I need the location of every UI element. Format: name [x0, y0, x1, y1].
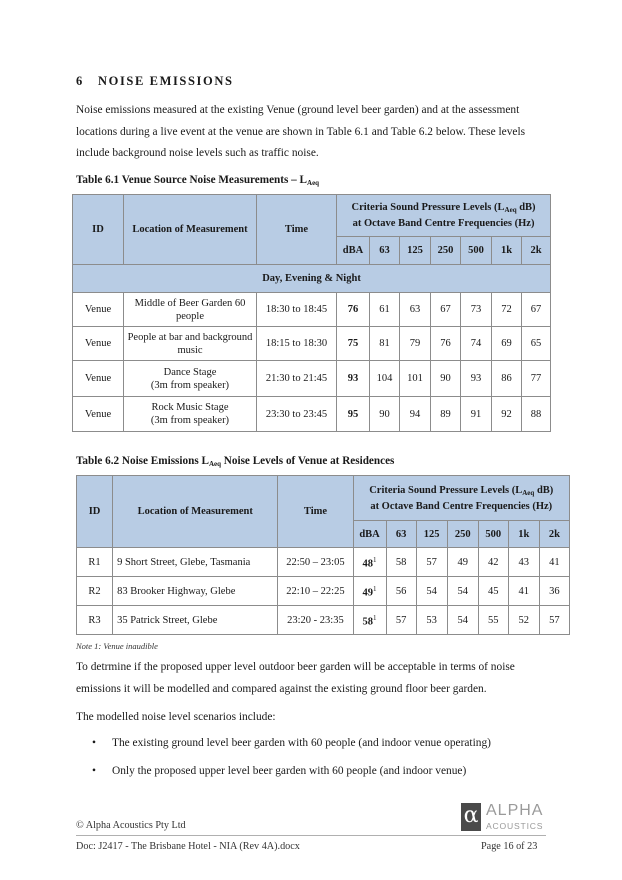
cell-value: 93 [461, 361, 492, 397]
cell-value: 54 [447, 577, 478, 606]
table-row [73, 327, 551, 361]
cell-location: People at bar and background music [124, 327, 257, 361]
footer-copyright: © Alpha Acoustics Pty Ltd [76, 820, 186, 831]
table1-caption-text: Table 6.1 Venue Source Noise Measurements – L [76, 174, 308, 186]
cell-value: 90 [370, 397, 400, 432]
table-row [73, 361, 551, 397]
table2-header-id: ID [77, 476, 113, 548]
intro-paragraph [76, 100, 556, 165]
cell-dba: 95 [337, 397, 370, 432]
criteria-sub: Aeq [522, 488, 535, 497]
table1-header-location: Location of Measurement [124, 195, 257, 265]
cell-location [124, 397, 257, 432]
table2-header-time: Time [278, 476, 353, 548]
cell-value: 36 [539, 577, 569, 606]
table2-caption [76, 455, 394, 468]
table-row [77, 577, 570, 606]
location-line: Dance Stage [163, 366, 217, 378]
dba-value: 58 [362, 616, 374, 628]
table2-caption-sub: Aeq [208, 460, 221, 468]
bullet-text: Only the proposed upper level beer garden with 60 people (and indoor venue) [112, 765, 467, 777]
table2-caption-text: Table 6.2 Noise Emissions L [76, 455, 209, 467]
bullet-icon: • [92, 737, 96, 749]
cell-value: 58 [386, 548, 416, 577]
table2-header-location: Location of Measurement [113, 476, 278, 548]
band-header: 250 [447, 521, 478, 548]
criteria-text: dB) [534, 484, 554, 496]
cell-value: 57 [539, 606, 569, 635]
cell-id: R1 [77, 548, 113, 577]
table2-note: Note 1: Venue inaudible [76, 641, 158, 651]
band-header: dBA [353, 521, 386, 548]
cell-value: 41 [539, 548, 569, 577]
cell-value: 74 [461, 327, 492, 361]
scenarios-intro: The modelled noise level scenarios include: [76, 711, 276, 723]
cell-value: 67 [431, 293, 461, 327]
cell-time: 18:15 to 18:30 [257, 327, 337, 361]
cell-value: 104 [370, 361, 400, 397]
cell-value: 67 [522, 293, 551, 327]
cell-value: 45 [478, 577, 508, 606]
cell-id: R3 [77, 606, 113, 635]
cell-value: 79 [400, 327, 431, 361]
list-item [92, 765, 466, 777]
cell-value: 101 [400, 361, 431, 397]
table1-header-criteria [337, 195, 551, 237]
cell-value: 43 [508, 548, 539, 577]
cell-time: 23:30 to 23:45 [257, 397, 337, 432]
section-number: 6 [76, 74, 84, 88]
criteria-text: Criteria Sound Pressure Levels (L [369, 484, 523, 496]
cell-id: Venue [73, 293, 124, 327]
section-heading [76, 74, 234, 89]
cell-time: 22:10 – 22:25 [278, 577, 353, 606]
intro-line: Noise emissions measured at the existing Venue (ground level beer garden) and at the assessment [76, 104, 520, 116]
cell-dba [353, 548, 386, 577]
band-header: 500 [478, 521, 508, 548]
cell-value: 86 [492, 361, 522, 397]
cell-value: 90 [431, 361, 461, 397]
cell-time: 21:30 to 21:45 [257, 361, 337, 397]
location-line: Rock Music Stage [151, 402, 229, 413]
cell-value: 52 [508, 606, 539, 635]
cell-time: 18:30 to 18:45 [257, 293, 337, 327]
bullet-icon: • [92, 765, 96, 777]
cell-location [124, 361, 257, 397]
table1-caption-sub: Aeq [307, 179, 320, 187]
cell-value: 76 [431, 327, 461, 361]
band-header: 63 [370, 237, 400, 265]
intro-line: include background noise levels such as traffic noise. [76, 147, 319, 159]
table-row [73, 293, 551, 327]
footer-divider [76, 835, 546, 836]
cell-value: 41 [508, 577, 539, 606]
cell-value: 57 [416, 548, 447, 577]
footer-page-number: Page 16 of 23 [481, 841, 538, 852]
cell-value: 94 [400, 397, 431, 432]
cell-value: 91 [461, 397, 492, 432]
cell-time: 22:50 – 23:05 [278, 548, 353, 577]
band-header: 2k [522, 237, 551, 265]
dba-value: 48 [362, 558, 374, 570]
table-row [77, 548, 570, 577]
table2-caption-text: Noise Levels of Venue at Residences [221, 455, 395, 467]
table1-caption [76, 174, 319, 187]
band-header: 63 [386, 521, 416, 548]
table1-header-time: Time [257, 195, 337, 265]
cell-value: 63 [400, 293, 431, 327]
cell-value: 69 [492, 327, 522, 361]
cell-dba: 76 [337, 293, 370, 327]
cell-value: 53 [416, 606, 447, 635]
cell-value: 54 [447, 606, 478, 635]
band-header: dBA [337, 237, 370, 265]
cell-dba: 93 [337, 361, 370, 397]
cell-value: 65 [522, 327, 551, 361]
band-header: 1k [492, 237, 522, 265]
cell-value: 88 [522, 397, 551, 432]
location-line: (3m from speaker) [150, 415, 230, 426]
band-header: 1k [508, 521, 539, 548]
cell-value: 56 [386, 577, 416, 606]
criteria-line2: at Octave Band Centre Frequencies (Hz) [352, 218, 535, 229]
cell-id: Venue [73, 361, 124, 397]
table1-group-row: Day, Evening & Night [73, 265, 551, 293]
band-header: 250 [431, 237, 461, 265]
dba-value: 49 [362, 587, 374, 599]
cell-value: 73 [461, 293, 492, 327]
list-item [92, 737, 491, 749]
logo-text-alpha: ALPHA [486, 802, 544, 819]
band-header: 125 [400, 237, 431, 265]
intro-line: locations during a live event at the venue are shown in Table 6.1 and Table 6.2 below. These levels [76, 125, 526, 138]
body-line: emissions it will be modelled and compared against the existing ground floor beer garden. [76, 682, 487, 695]
cell-value: 61 [370, 293, 400, 327]
criteria-text: Criteria Sound Pressure Levels (L [351, 202, 505, 213]
cell-value: 72 [492, 293, 522, 327]
table2 [76, 475, 570, 635]
cell-value: 77 [522, 361, 551, 397]
cell-id: R2 [77, 577, 113, 606]
cell-id: Venue [73, 327, 124, 361]
cell-location: 83 Brooker Highway, Glebe [113, 577, 278, 606]
section-title: NOISE EMISSIONS [98, 74, 234, 88]
cell-value: 42 [478, 548, 508, 577]
footnote-marker: 1 [373, 584, 377, 593]
body-line: To detrmine if the proposed upper level outdoor beer garden will be acceptable in terms of noise [76, 661, 515, 673]
table-row [73, 397, 551, 432]
footnote-marker: 1 [373, 613, 377, 622]
band-header: 500 [461, 237, 492, 265]
footnote-marker: 1 [373, 555, 377, 564]
table-row [77, 606, 570, 635]
cell-value: 49 [447, 548, 478, 577]
cell-dba [353, 577, 386, 606]
cell-value: 81 [370, 327, 400, 361]
alpha-logo-icon: α [461, 803, 481, 831]
band-header: 2k [539, 521, 569, 548]
criteria-line2: at Octave Band Centre Frequencies (Hz) [370, 500, 553, 512]
cell-id: Venue [73, 397, 124, 432]
logo-text-acoustics: ACOUSTICS [486, 821, 544, 831]
footer-doc: Doc: J2417 - The Brisbane Hotel - NIA (Rev 4A).docx [76, 841, 300, 852]
band-header: 125 [416, 521, 447, 548]
criteria-sub: Aeq [504, 206, 517, 214]
cell-location: 35 Patrick Street, Glebe [113, 606, 278, 635]
cell-value: 92 [492, 397, 522, 432]
criteria-text: dB) [516, 202, 536, 213]
cell-value: 55 [478, 606, 508, 635]
table1-header-id: ID [73, 195, 124, 265]
cell-dba: 75 [337, 327, 370, 361]
cell-dba [353, 606, 386, 635]
cell-value: 57 [386, 606, 416, 635]
location-line: (3m from speaker) [150, 379, 230, 391]
body-paragraph [76, 657, 556, 700]
cell-location: 9 Short Street, Glebe, Tasmania [113, 548, 278, 577]
cell-value: 54 [416, 577, 447, 606]
table2-header-criteria [353, 476, 569, 521]
cell-location: Middle of Beer Garden 60 people [124, 293, 257, 327]
table1 [72, 194, 551, 432]
cell-value: 89 [431, 397, 461, 432]
bullet-text: The existing ground level beer garden with 60 people (and indoor venue operating) [112, 737, 491, 749]
cell-time: 23:20 - 23:35 [278, 606, 353, 635]
